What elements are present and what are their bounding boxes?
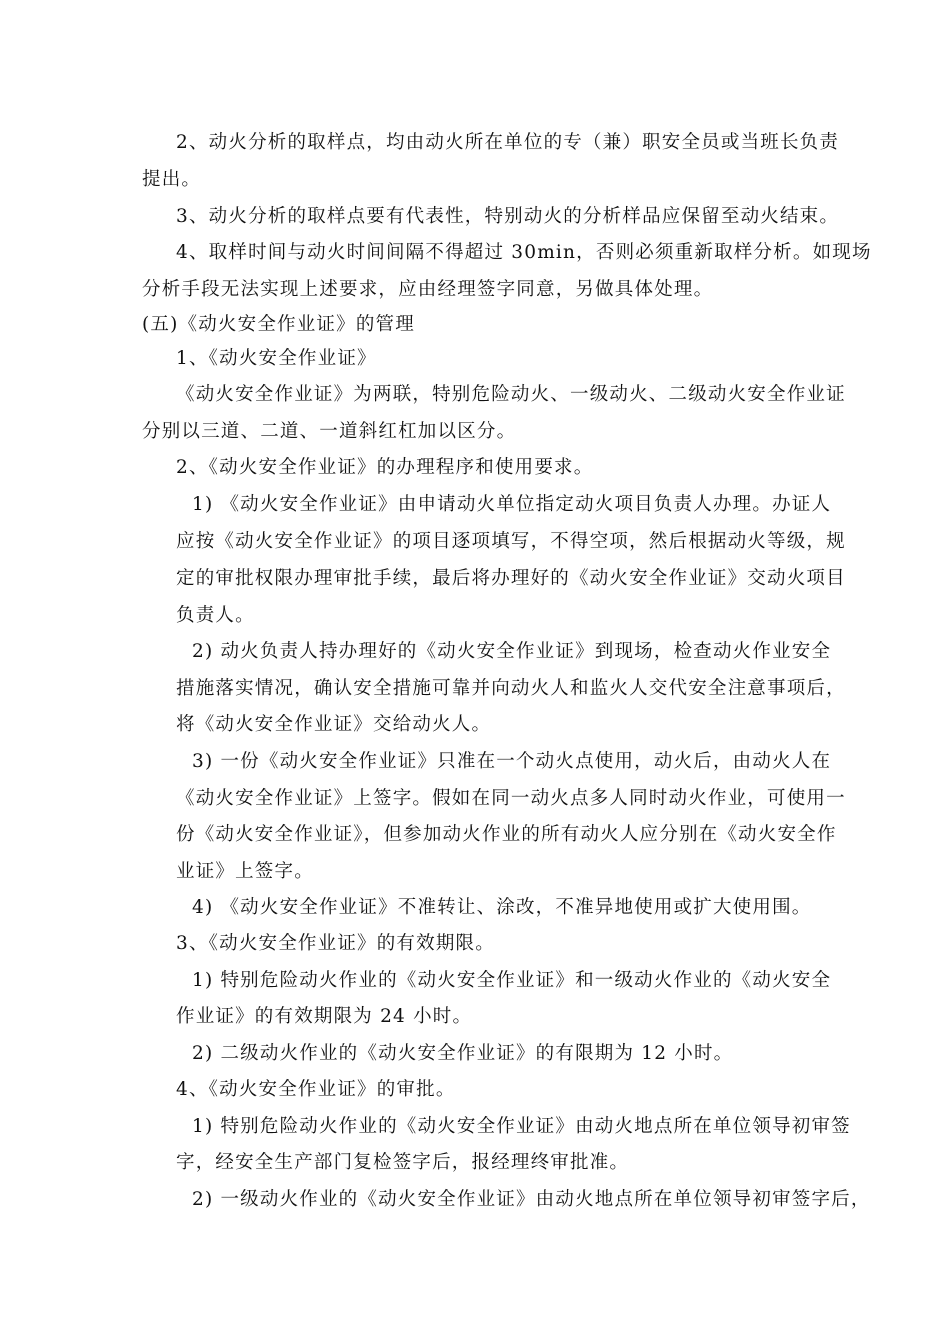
text-line: 字，经安全生产部门复检签字后，报经理终审批准。 [176, 1152, 630, 1173]
section-heading: (五)《动火安全作业证》的管理 [142, 314, 415, 335]
text-line: 1) 《动火安全作业证》由申请动火单位指定动火项目负责人办理。办证人 [192, 494, 832, 515]
text-line: 3、动火分析的取样点要有代表性，特别动火的分析样品应保留至动火结束。 [176, 206, 840, 227]
text-line: 分析手段无法实现上述要求，应由经理签字同意，另做具体处理。 [142, 279, 714, 300]
text-line: 2) 一级动火作业的《动火安全作业证》由动火地点所在单位领导初审签字后， [192, 1189, 871, 1210]
text-line: 4、取样时间与动火时间间隔不得超过 30min，否则必须重新取样分析。如现场 [176, 242, 872, 263]
text-line: 分别以三道、二道、一道斜红杠加以区分。 [142, 421, 517, 442]
text-line: 3、《动火安全作业证》的有效期限。 [176, 933, 495, 954]
text-line: 4、《动火安全作业证》的审批。 [176, 1079, 456, 1100]
text-line: 2、《动火安全作业证》的办理程序和使用要求。 [176, 457, 594, 478]
text-line: 提出。 [142, 169, 202, 190]
text-line: 将《动火安全作业证》交给动火人。 [176, 714, 492, 735]
text-line: 《动火安全作业证》上签字。假如在同一动火点多人同时动火作业，可使用一 [176, 788, 846, 809]
text-line: 负责人。 [176, 605, 255, 626]
text-line: 《动火安全作业证》为两联，特别危险动火、一级动火、二级动火安全作业证 [176, 384, 846, 405]
text-line: 1、《动火安全作业证》 [176, 348, 377, 369]
text-line: 措施落实情况，确认安全措施可靠并向动火人和监火人交代安全注意事项后， [176, 678, 846, 699]
text-line: 定的审批权限办理审批手续，最后将办理好的《动火安全作业证》交动火项目 [176, 568, 846, 589]
text-line: 2) 二级动火作业的《动火安全作业证》的有限期为 12 小时。 [192, 1043, 734, 1064]
text-line: 1) 特别危险动火作业的《动火安全作业证》由动火地点所在单位领导初审签 [192, 1116, 851, 1137]
text-line: 3) 一份《动火安全作业证》只准在一个动火点使用，动火后，由动火人在 [192, 751, 832, 772]
text-line: 1) 特别危险动火作业的《动火安全作业证》和一级动火作业的《动火安全 [192, 970, 832, 991]
text-line: 份《动火安全作业证》，但参加动火作业的所有动火人应分别在《动火安全作 [176, 824, 837, 845]
text-line: 作业证》的有效期限为 24 小时。 [176, 1006, 473, 1027]
text-line: 4) 《动火安全作业证》不准转让、涂改，不准异地使用或扩大使用围。 [192, 897, 812, 918]
text-line: 业证》上签字。 [176, 861, 314, 882]
text-line: 2) 动火负责人持办理好的《动火安全作业证》到现场，检查动火作业安全 [192, 641, 832, 662]
text-line: 应按《动火安全作业证》的项目逐项填写，不得空项，然后根据动火等级，规 [176, 531, 846, 552]
text-line: 2、动火分析的取样点，均由动火所在单位的专（兼）职安全员或当班长负责 [176, 132, 840, 153]
